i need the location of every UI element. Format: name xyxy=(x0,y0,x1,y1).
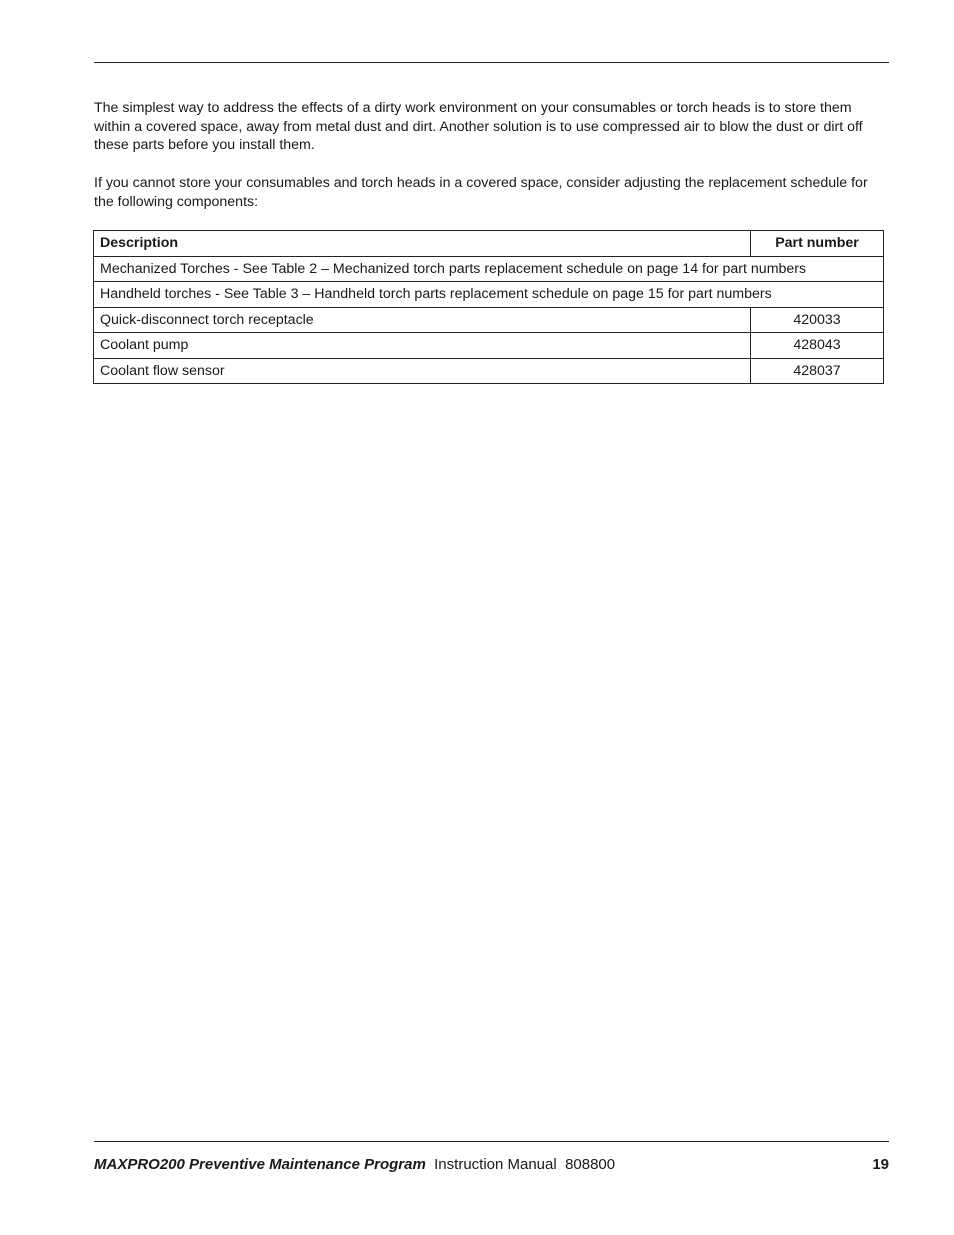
table-note-row xyxy=(94,282,884,308)
table-header-row xyxy=(94,231,884,257)
part-number-column-header: Part number xyxy=(751,231,884,257)
table-note-row xyxy=(94,256,884,282)
footer-manual-number: 808800 xyxy=(565,1156,616,1173)
header-rule xyxy=(94,62,889,63)
part-number: 428037 xyxy=(751,358,884,384)
part-number: 420033 xyxy=(751,307,884,333)
footer-rule xyxy=(94,1141,889,1142)
description-column-header: Description xyxy=(94,231,751,257)
part-number: 428043 xyxy=(751,333,884,359)
replacement-parts-table xyxy=(93,230,884,384)
mechanized-torches-note: Mechanized Torches - See Table 2 – Mechanized torch parts replacement schedule on page 14 for part numbers xyxy=(94,256,884,282)
part-description: Coolant pump xyxy=(94,333,751,359)
intro-paragraph-1: The simplest way to address the effects of a dirty work environment on your consumables or torch heads is to store them within a covered space, away from metal dust and dirt. Another solution is to use compressed air to blow the dust or dirt off these parts before you install them. xyxy=(94,100,863,153)
table-row xyxy=(94,307,884,333)
page-footer xyxy=(94,1156,889,1174)
footer-manual-label: Instruction Manual xyxy=(434,1156,557,1173)
table-row xyxy=(94,333,884,359)
footer-program-title: MAXPRO200 Preventive Maintenance Program xyxy=(94,1156,426,1173)
page-number: 19 xyxy=(872,1156,889,1173)
intro-paragraph-2: If you cannot store your consumables and torch heads in a covered space, consider adjusting the replacement schedule for the following components: xyxy=(94,175,868,210)
table-row xyxy=(94,358,884,384)
part-description: Coolant flow sensor xyxy=(94,358,751,384)
part-description: Quick-disconnect torch receptacle xyxy=(94,307,751,333)
handheld-torches-note: Handheld torches - See Table 3 – Handheld torch parts replacement schedule on page 15 for part numbers xyxy=(94,282,884,308)
